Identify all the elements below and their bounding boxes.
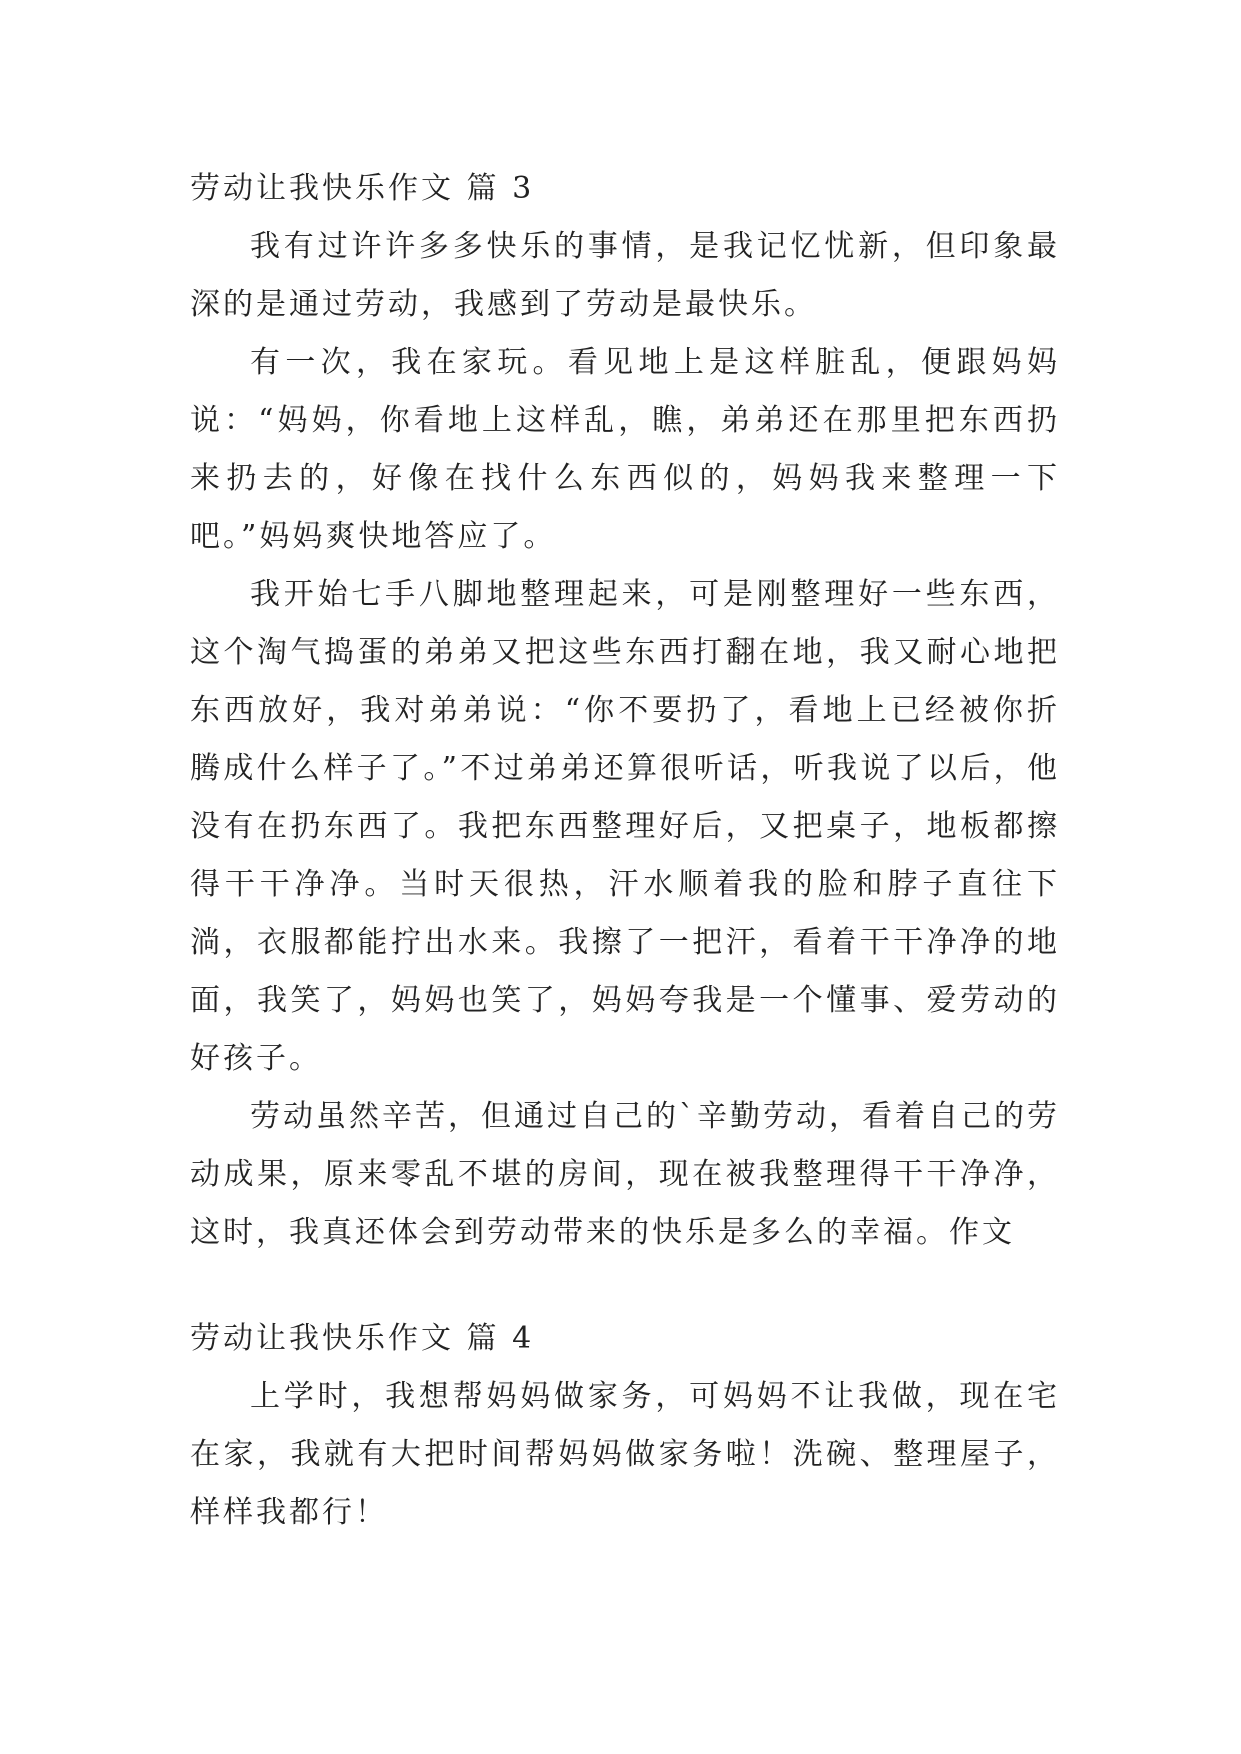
essay-paragraph: 有一次，我在家玩。看见地上是这样脏乱，便跟妈妈说：“妈妈，你看地上这样乱，瞧，弟弟还在那里把东西扔来扔去的，好像在找什么东西似的，妈妈我来整理一下吧。”妈妈爽快地答应了。 — [190, 345, 1060, 554]
essay-section-4 — [190, 1310, 1060, 1542]
essay-paragraph: 上学时，我想帮妈妈做家务，可妈妈不让我做，现在宅在家，我就有大把时间帮妈妈做家务啦！洗碗、整理屋子，样样我都行！ — [190, 1379, 1060, 1530]
essay-title: 劳动让我快乐作文 篇 3 — [190, 171, 535, 206]
essay-paragraph: 我有过许许多多快乐的事情，是我记忆忧新，但印象最深的是通过劳动，我感到了劳动是最快乐。 — [190, 229, 1060, 322]
essay-section-3 — [190, 160, 1060, 1262]
document-body — [190, 160, 1060, 1542]
essay-paragraph: 我开始七手八脚地整理起来，可是刚整理好一些东西，这个淘气捣蛋的弟弟又把这些东西打翻在地，我又耐心地把东西放好，我对弟弟说：“你不要扔了，看地上已经被你折腾成什么样子了。”不过弟弟还算很听话，听我说了以后，他没有在扔东西了。我把东西整理好后，又把桌子，地板都擦得干干净净。当时天很热，汗水顺着我的脸和脖子直往下淌，衣服都能拧出水来。我擦了一把汗，看着干干净净的地面，我笑了，妈妈也笑了，妈妈夸我是一个懂事、爱劳动的好孩子。 — [190, 577, 1060, 1076]
essay-title: 劳动让我快乐作文 篇 4 — [190, 1321, 535, 1356]
essay-paragraph: 劳动虽然辛苦，但通过自己的`辛勤劳动，看着自己的劳动成果，原来零乱不堪的房间，现在被我整理得干干净净，这时，我真还体会到劳动带来的快乐是多么的幸福。作文 — [190, 1099, 1060, 1250]
